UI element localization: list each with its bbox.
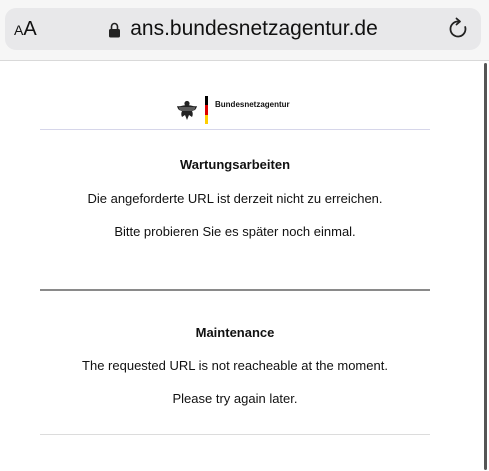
bundesnetzagentur-logo xyxy=(176,95,290,125)
english-message-1: The requested URL is not reacheable at the moment. xyxy=(82,358,388,373)
german-flag-bar xyxy=(205,96,208,124)
eagle-icon xyxy=(176,99,198,121)
url-field[interactable] xyxy=(65,8,421,50)
german-title: Wartungsarbeiten xyxy=(179,157,291,172)
address-bar[interactable] xyxy=(5,8,481,50)
divider-middle xyxy=(40,289,430,291)
url-text: ans.bundesnetzagentur.de xyxy=(130,17,378,40)
english-message-2: Please try again later. xyxy=(172,391,298,406)
text-size-small-label: A xyxy=(14,22,24,38)
divider-top xyxy=(40,129,430,130)
logo-text: Bundesnetzagentur xyxy=(215,99,290,109)
divider-bottom xyxy=(40,434,430,435)
text-size-large-label: A xyxy=(23,18,37,40)
browser-toolbar xyxy=(0,0,489,61)
text-size-button[interactable] xyxy=(14,18,37,40)
english-title: Maintenance xyxy=(195,325,275,340)
flag-black xyxy=(205,96,208,105)
german-message-1: Die angeforderte URL ist derzeit nicht zu erreichen. xyxy=(87,191,383,206)
reload-icon[interactable] xyxy=(446,17,470,41)
lock-icon xyxy=(108,22,121,38)
flag-gold xyxy=(205,115,208,124)
german-message-2: Bitte probieren Sie es später noch einmal. xyxy=(114,224,356,239)
scrollbar[interactable] xyxy=(484,63,487,470)
flag-red xyxy=(205,105,208,114)
